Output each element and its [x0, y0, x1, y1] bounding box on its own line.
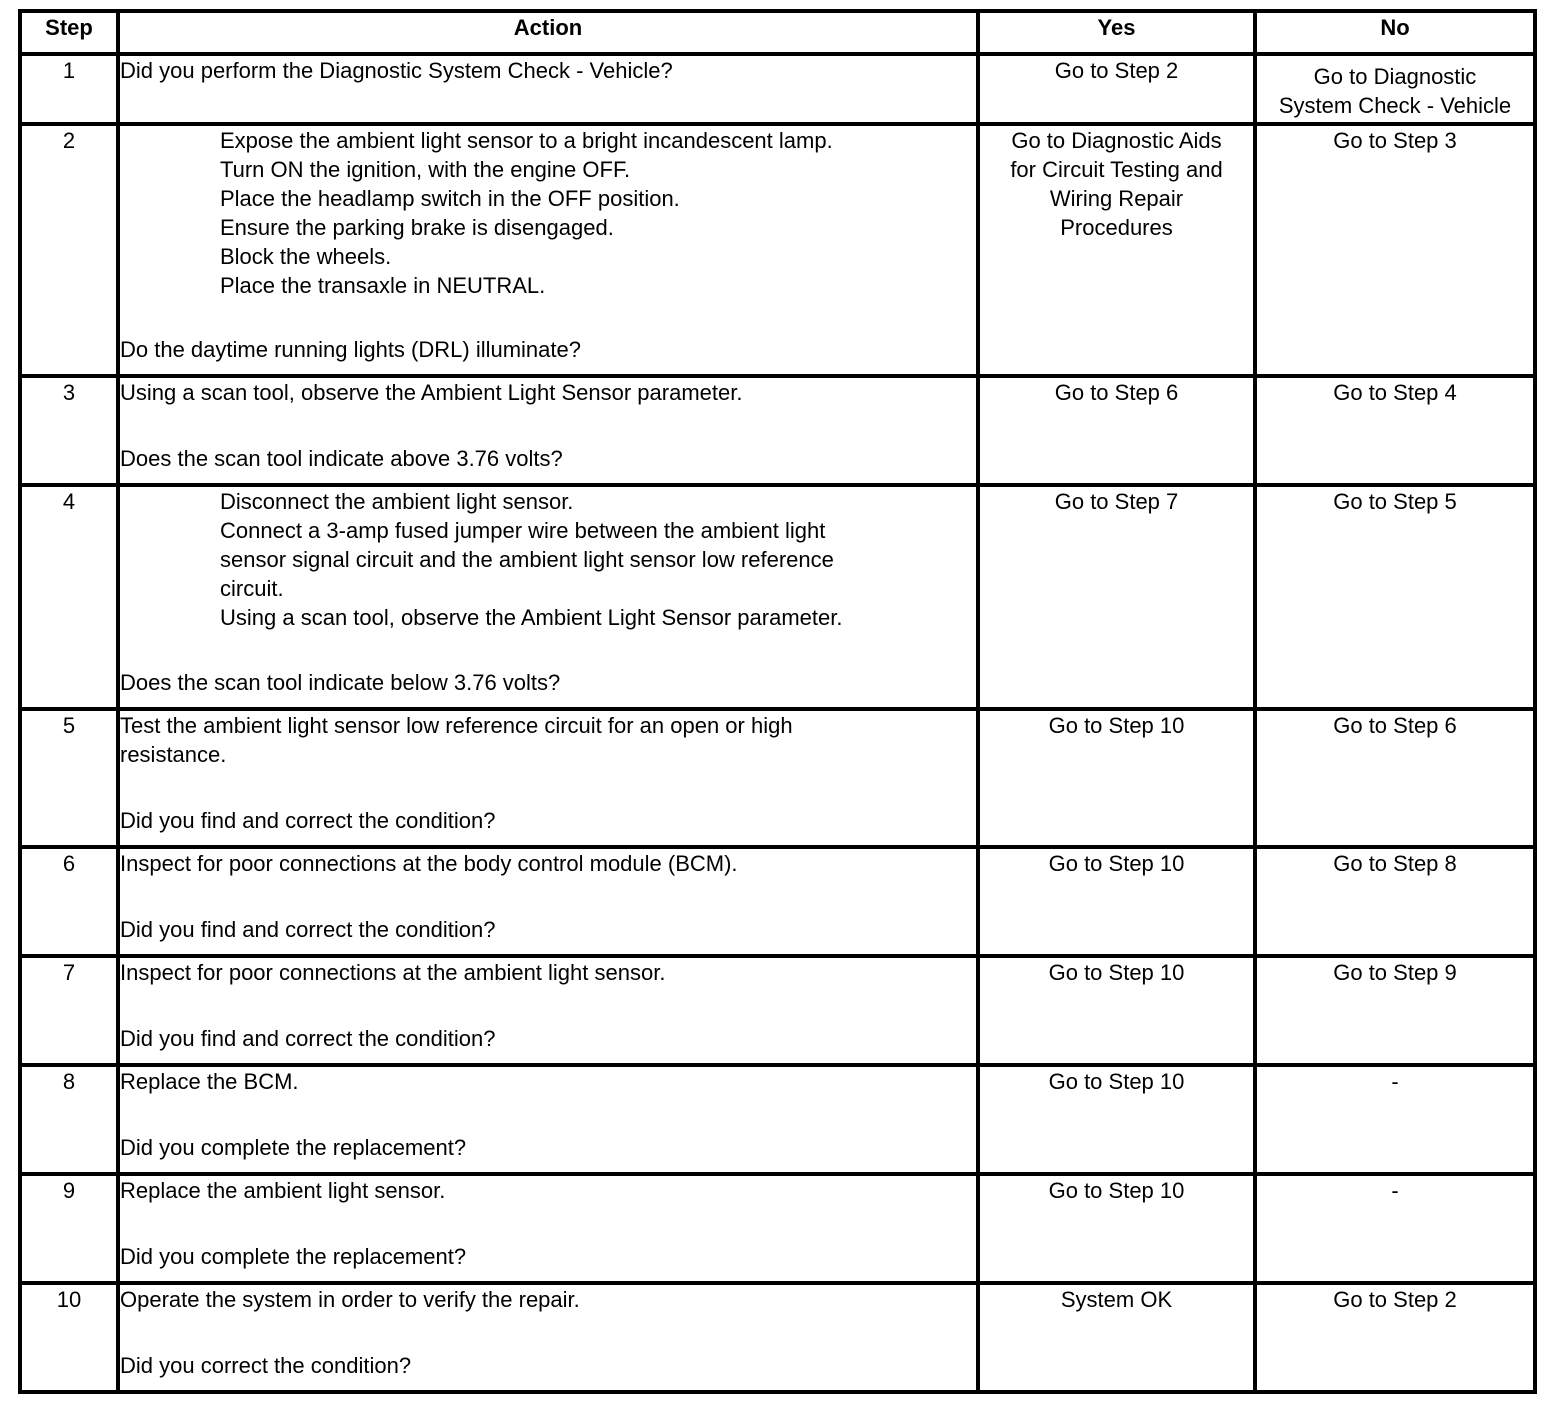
- table-row: [20, 709, 1535, 847]
- yes-text: Go to Diagnostic Aids: [1011, 128, 1222, 153]
- yes-text: Go to Step 6: [1054, 380, 1179, 405]
- yes-cell: [978, 847, 1255, 956]
- table-row: [20, 54, 1535, 124]
- action-question: Did you complete the replacement?: [120, 1244, 467, 1269]
- action-question: Did you find and correct the condition?: [120, 1026, 496, 1051]
- no-cell: [1255, 1283, 1535, 1392]
- action-line: Block the wheels.: [220, 244, 392, 269]
- action-question: Did you complete the replacement?: [120, 1135, 467, 1160]
- action-cell: [118, 709, 978, 847]
- action-question: Do the daytime running lights (DRL) illuminate?: [120, 337, 581, 362]
- yes-cell: [978, 376, 1255, 485]
- action-line: Turn ON the ignition, with the engine OFF.: [220, 157, 631, 182]
- action-line: sensor signal circuit and the ambient light sensor low reference: [220, 547, 834, 572]
- action-line: Did you perform the Diagnostic System Check - Vehicle?: [120, 58, 673, 83]
- action-line: Expose the ambient light sensor to a bright incandescent lamp.: [220, 128, 833, 153]
- yes-text: Go to Step 10: [1048, 1069, 1185, 1094]
- action-cell: [118, 956, 978, 1065]
- header-step: Step: [20, 11, 118, 54]
- action-cell: [118, 376, 978, 485]
- header-action: Action: [118, 11, 978, 54]
- no-cell: [1255, 956, 1535, 1065]
- no-text: Go to Step 8: [1333, 851, 1457, 876]
- step-number: 4: [20, 485, 118, 709]
- no-cell: [1255, 1174, 1535, 1283]
- step-number: 2: [20, 124, 118, 376]
- action-line: resistance.: [120, 742, 227, 767]
- action-question: Does the scan tool indicate above 3.76 volts?: [120, 446, 563, 471]
- action-line: Replace the BCM.: [120, 1069, 299, 1094]
- action-line: circuit.: [220, 576, 284, 601]
- action-line: Place the headlamp switch in the OFF position.: [220, 186, 680, 211]
- yes-text: Procedures: [1060, 215, 1173, 240]
- yes-text: Go to Step 10: [1048, 1178, 1185, 1203]
- yes-text: Go to Step 7: [1054, 489, 1179, 514]
- table-row: [20, 485, 1535, 709]
- action-line: Ensure the parking brake is disengaged.: [220, 215, 614, 240]
- action-cell: [118, 1283, 978, 1392]
- table-row: [20, 1174, 1535, 1283]
- action-question: Does the scan tool indicate below 3.76 volts?: [120, 670, 561, 695]
- no-cell: [1255, 376, 1535, 485]
- step-number: 8: [20, 1065, 118, 1174]
- step-number: 9: [20, 1174, 118, 1283]
- yes-text: Wiring Repair: [1049, 186, 1184, 211]
- action-line: Place the transaxle in NEUTRAL.: [220, 273, 546, 298]
- step-number: 1: [20, 54, 118, 124]
- yes-text: System OK: [1060, 1287, 1173, 1312]
- action-cell: [118, 847, 978, 956]
- diagnostic-table: [18, 9, 1537, 1394]
- step-number: 5: [20, 709, 118, 847]
- no-text: Go to Step 2: [1333, 1287, 1457, 1312]
- action-cell: [118, 54, 978, 124]
- action-cell: [118, 485, 978, 709]
- no-cell: [1255, 124, 1535, 376]
- yes-text: Go to Step 10: [1048, 960, 1185, 985]
- yes-cell: [978, 485, 1255, 709]
- step-number: 6: [20, 847, 118, 956]
- no-text: Go to Step 9: [1333, 960, 1457, 985]
- no-cell: [1255, 54, 1535, 124]
- action-question: Did you find and correct the condition?: [120, 808, 496, 833]
- no-text: -: [1391, 1178, 1399, 1203]
- table-row: [20, 956, 1535, 1065]
- no-cell: [1255, 847, 1535, 956]
- header-row: [20, 11, 1535, 54]
- no-cell: [1255, 709, 1535, 847]
- yes-cell: [978, 709, 1255, 847]
- yes-cell: [978, 1065, 1255, 1174]
- header-yes: Yes: [978, 11, 1255, 54]
- yes-cell: [978, 1174, 1255, 1283]
- no-text: -: [1391, 1069, 1399, 1094]
- action-line: Inspect for poor connections at the body control module (BCM).: [120, 851, 738, 876]
- table-row: [20, 124, 1535, 376]
- step-number: 10: [20, 1283, 118, 1392]
- table-row: [20, 847, 1535, 956]
- header-no: No: [1255, 11, 1535, 54]
- no-text: Go to Step 5: [1333, 489, 1457, 514]
- action-question: Did you find and correct the condition?: [120, 917, 496, 942]
- no-cell: [1255, 485, 1535, 709]
- yes-text: Go to Step 10: [1048, 713, 1185, 738]
- action-cell: [118, 124, 978, 376]
- action-question: Did you correct the condition?: [120, 1353, 412, 1378]
- action-line: Operate the system in order to verify the repair.: [120, 1287, 580, 1312]
- table-row: [20, 1283, 1535, 1392]
- no-text: Go to Step 6: [1333, 713, 1457, 738]
- action-line: Replace the ambient light sensor.: [120, 1178, 446, 1203]
- action-cell: [118, 1174, 978, 1283]
- action-cell: [118, 1065, 978, 1174]
- no-text: System Check - Vehicle: [1278, 93, 1512, 118]
- action-line: Connect a 3-amp fused jumper wire between the ambient light: [220, 518, 826, 543]
- action-line: Disconnect the ambient light sensor.: [220, 489, 574, 514]
- action-line: Test the ambient light sensor low reference circuit for an open or high: [120, 713, 793, 738]
- action-line: Using a scan tool, observe the Ambient Light Sensor parameter.: [120, 380, 743, 405]
- no-text: Go to Diagnostic: [1313, 64, 1477, 89]
- yes-text: Go to Step 10: [1048, 851, 1185, 876]
- action-line: Inspect for poor connections at the ambient light sensor.: [120, 960, 666, 985]
- yes-cell: [978, 956, 1255, 1065]
- yes-cell: [978, 1283, 1255, 1392]
- no-cell: [1255, 1065, 1535, 1174]
- yes-cell: [978, 54, 1255, 124]
- no-text: Go to Step 3: [1333, 128, 1457, 153]
- step-number: 3: [20, 376, 118, 485]
- no-text: Go to Step 4: [1333, 380, 1457, 405]
- action-line: Using a scan tool, observe the Ambient Light Sensor parameter.: [220, 605, 843, 630]
- step-number: 7: [20, 956, 118, 1065]
- yes-text: for Circuit Testing and: [1010, 157, 1223, 182]
- table-row: [20, 376, 1535, 485]
- table-row: [20, 1065, 1535, 1174]
- yes-cell: [978, 124, 1255, 376]
- yes-text: Go to Step 2: [1054, 58, 1179, 83]
